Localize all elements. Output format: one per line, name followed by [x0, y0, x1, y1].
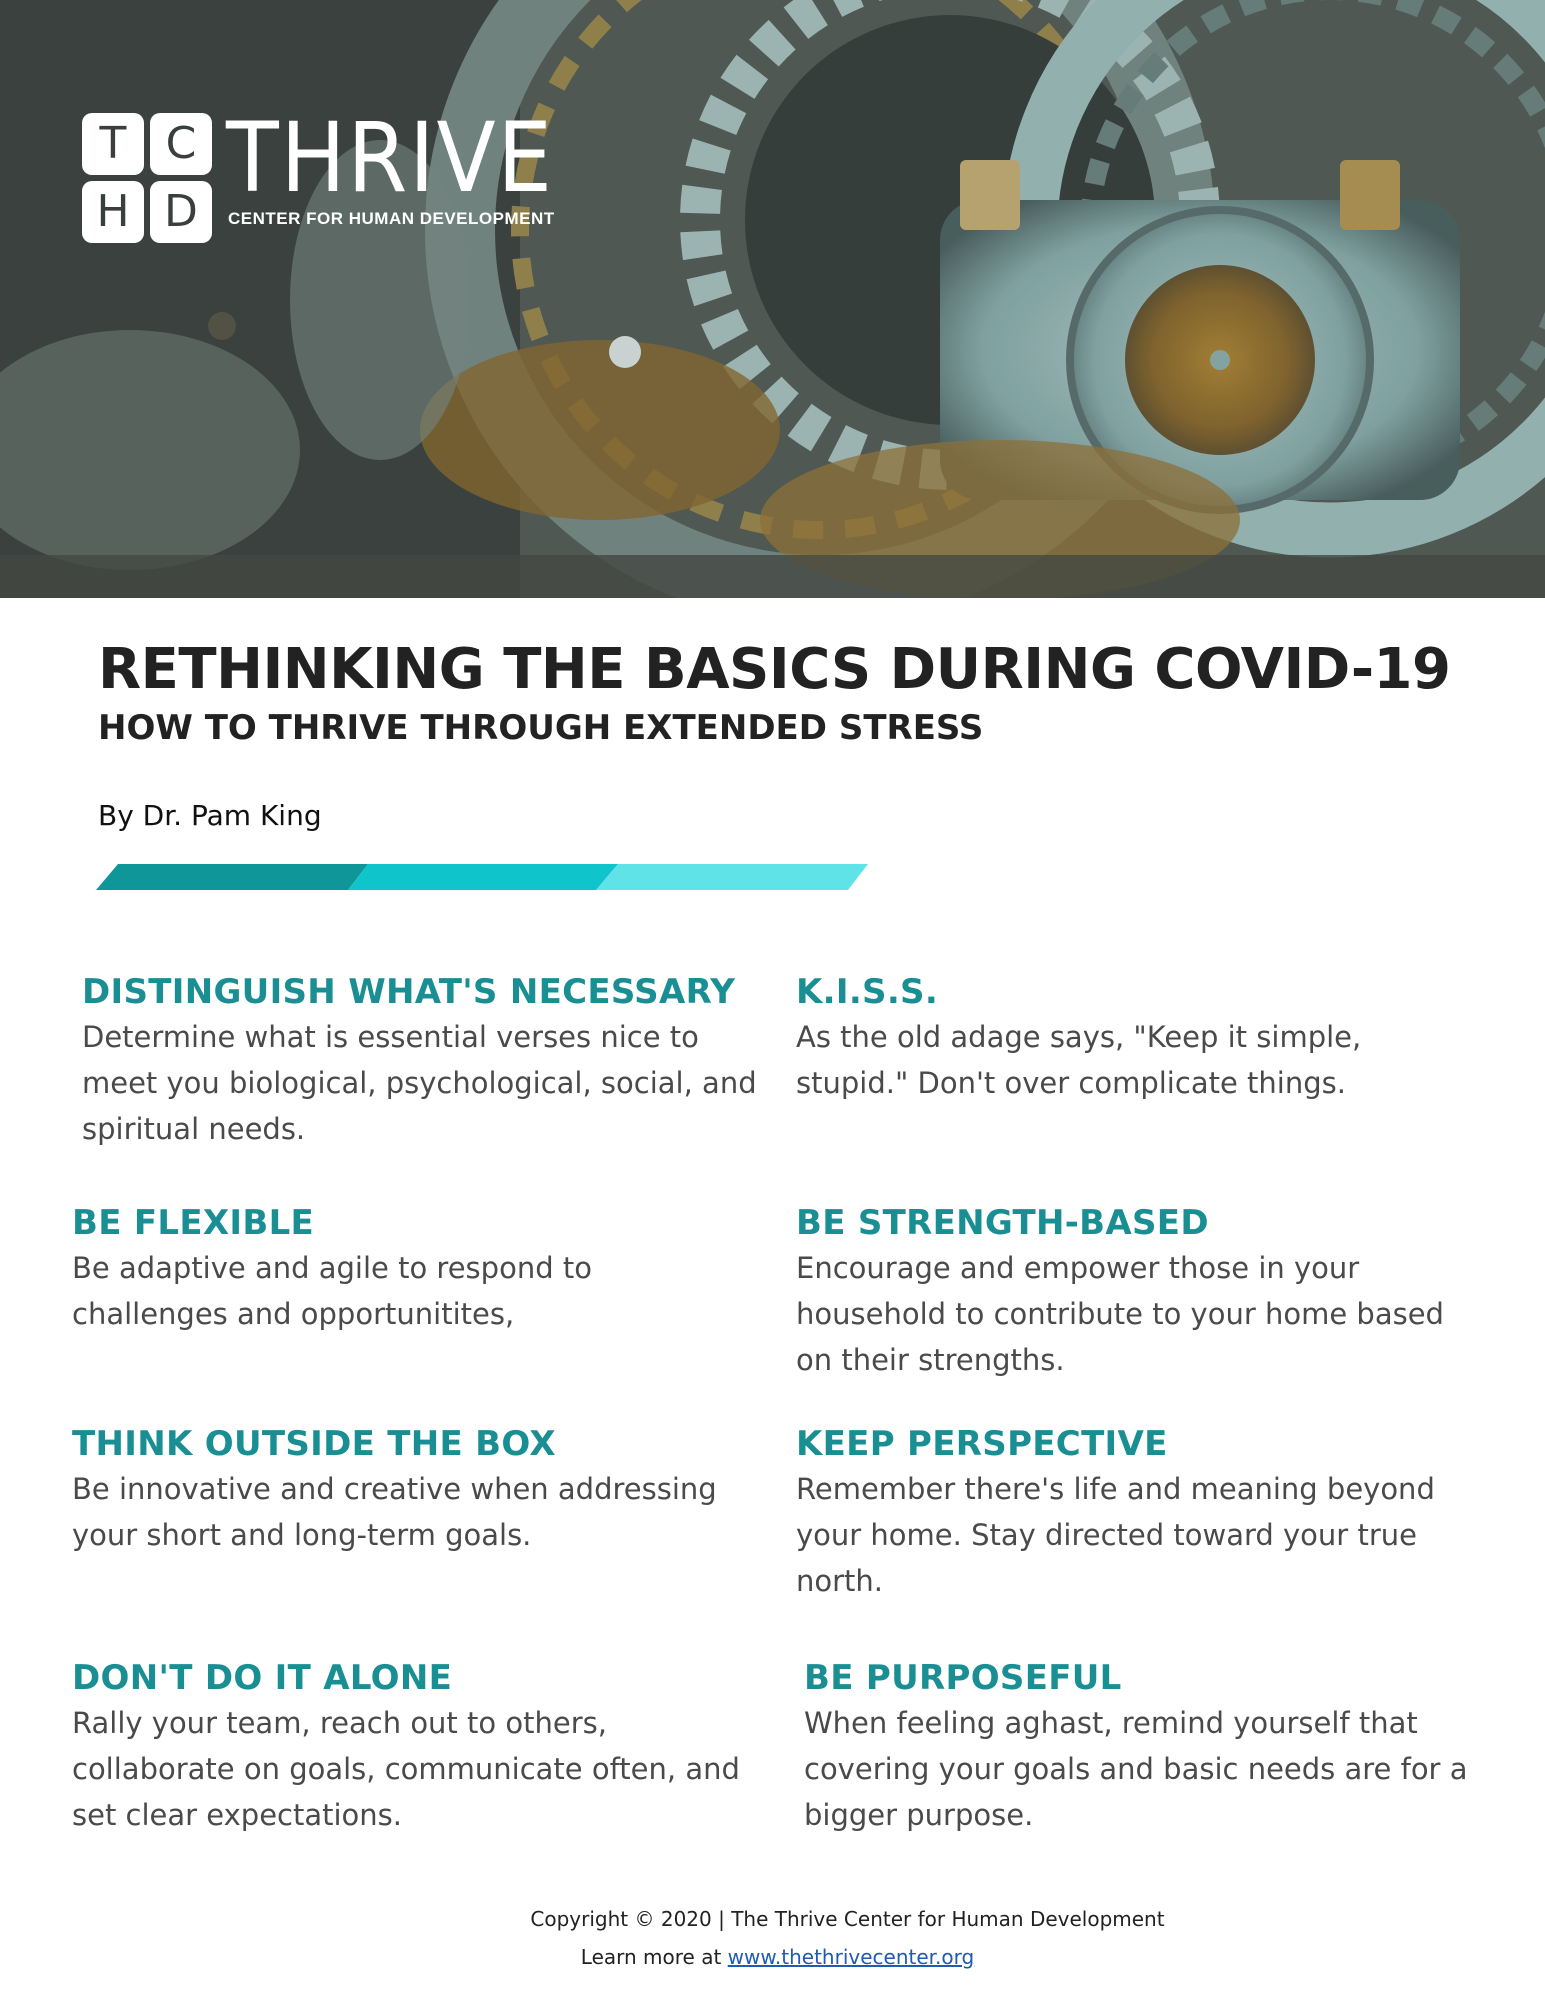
tip-be-purposeful: [804, 1656, 1484, 1838]
logo-wordmark: [226, 102, 590, 229]
learn-more-line: [0, 1938, 1545, 1976]
tip-think-outside-box: [72, 1422, 752, 1558]
tip-title: KEEP PERSPECTIVE: [796, 1424, 1168, 1464]
decorative-divider: [96, 864, 868, 894]
tip-body: Determine what is essential verses nice to meet you biological, psychological, social, and spiritual needs.: [82, 1020, 757, 1146]
divider-segment: [596, 864, 868, 890]
gears-illustration: [0, 0, 1545, 598]
tip-keep-perspective: [796, 1422, 1476, 1604]
logo-subtitle: CENTER FOR HUMAN DEVELOPMENT: [228, 209, 555, 228]
logo-monogram: [82, 113, 212, 243]
divider-segment: [348, 864, 618, 890]
tip-title: BE PURPOSEFUL: [804, 1658, 1122, 1698]
tip-be-flexible: [72, 1201, 752, 1337]
page-subtitle: HOW TO THRIVE THROUGH EXTENDED STRESS: [98, 708, 984, 748]
logo-letter: H: [82, 181, 144, 243]
tip-be-strength-based: [796, 1201, 1476, 1383]
logo-letter: T: [82, 113, 144, 175]
tip-body: Encourage and empower those in your household to contribute to your home based on their strengths.: [796, 1251, 1444, 1377]
tip-kiss: [796, 970, 1476, 1106]
tip-title: THINK OUTSIDE THE BOX: [72, 1424, 556, 1464]
tip-title: K.I.S.S.: [796, 972, 939, 1012]
learn-more-prefix: Learn more at: [580, 1945, 728, 1969]
author-byline: By Dr. Pam King: [98, 799, 322, 832]
tip-title: DISTINGUISH WHAT'S NECESSARY: [82, 972, 736, 1012]
tip-title: BE STRENGTH-BASED: [796, 1203, 1209, 1243]
website-link[interactable]: www.thethrivecenter.org: [727, 1945, 975, 1969]
tip-distinguish-necessary: [82, 970, 762, 1152]
logo-word: THRIVE: [226, 102, 554, 214]
page-title: RETHINKING THE BASICS DURING COVID-19: [98, 637, 1451, 702]
logo-letter: D: [150, 181, 212, 243]
logo-letter: C: [150, 113, 212, 175]
tip-body: Be innovative and creative when addressing your short and long-term goals.: [72, 1472, 717, 1552]
thrive-logo: [82, 102, 590, 243]
tip-dont-do-it-alone: [72, 1656, 752, 1838]
tip-body: Be adaptive and agile to respond to challenges and opportunitites,: [72, 1251, 592, 1331]
tip-body: As the old adage says, "Keep it simple, stupid." Don't over complicate things.: [796, 1020, 1362, 1100]
divider-segment: [96, 864, 368, 890]
footer: [0, 1900, 1545, 1976]
tip-body: When feeling aghast, remind yourself that covering your goals and basic needs are for a bigger purpose.: [804, 1706, 1468, 1832]
tip-title: BE FLEXIBLE: [72, 1203, 315, 1243]
tip-body: Rally your team, reach out to others, collaborate on goals, communicate often, and set clear expectations.: [72, 1706, 740, 1832]
hero-image: [0, 0, 1545, 598]
tip-title: DON'T DO IT ALONE: [72, 1658, 453, 1698]
copyright-text: Copyright © 2020 | The Thrive Center for Human Development: [530, 1907, 1165, 1931]
tip-body: Remember there's life and meaning beyond your home. Stay directed toward your true north.: [796, 1472, 1435, 1598]
